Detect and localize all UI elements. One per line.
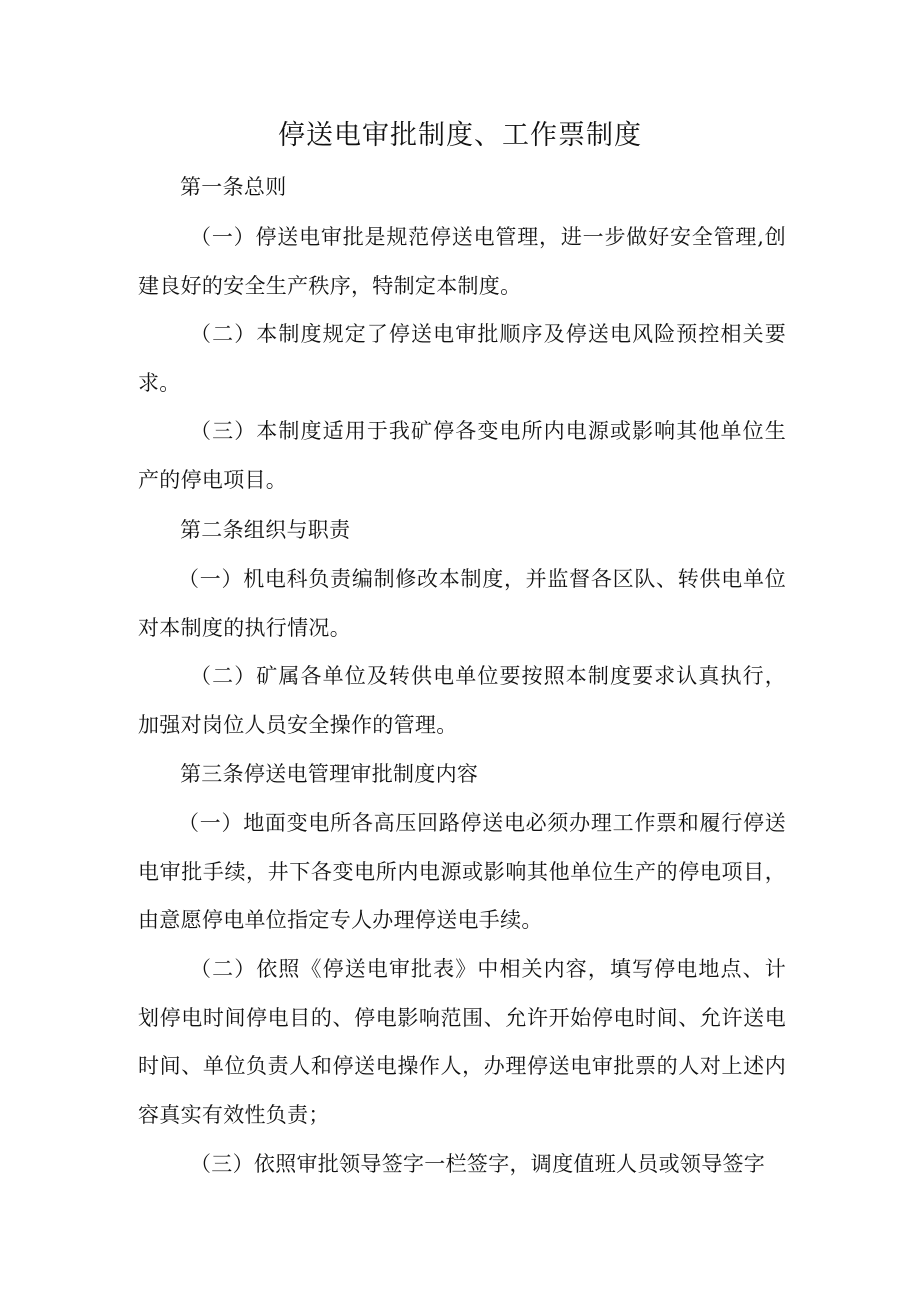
article-3-paragraph-3: （三）依照审批领导签字一栏签字，调度值班人员或领导签字 (190, 1152, 766, 1176)
article-3-paragraph-1: （一）地面变电所各高压回路停送电必须办理工作票和履行停送电审批手续，井下各变电所内电源或影响其他单位生产的停电项目，由意愿停电单位指定专人办理停送电手续。 (138, 811, 786, 932)
article-1-heading: 第一条总则 (180, 175, 287, 199)
article-2-heading: 第二条组织与职责 (180, 518, 351, 542)
article-2-paragraph-2: （二）矿属各单位及转供电单位要按照本制度要求认真执行，加强对岗位人员安全操作的管理。 (138, 664, 786, 737)
article-3-paragraph-2: （二）依照《停送电审批表》中相关内容，填写停电地点、计划停电时间停电目的、停电影响范围、允许开始停电时间、允许送电时间、单位负责人和停送电操作人，办理停送电审批票的人对上述内容真实有效性负责； (138, 957, 786, 1127)
article-1-paragraph-2: （二）本制度规定了停送电审批顺序及停送电风险预控相关要求。 (138, 322, 786, 395)
document-title: 停送电审批制度、工作票制度 (278, 120, 642, 151)
article-2-paragraph-1: （一）机电科负责编制修改本制度，并监督各区队、转供电单位对本制度的执行情况。 (138, 567, 786, 640)
article-1-paragraph-3: （三）本制度适用于我矿停各变电所内电源或影响其他单位生产的停电项目。 (138, 419, 786, 492)
article-3-heading: 第三条停送电管理审批制度内容 (180, 762, 479, 786)
article-1-paragraph-1: （一）停送电审批是规范停送电管理，进一步做好安全管理,创建良好的安全生产秩序，特制定本制度。 (138, 225, 786, 298)
